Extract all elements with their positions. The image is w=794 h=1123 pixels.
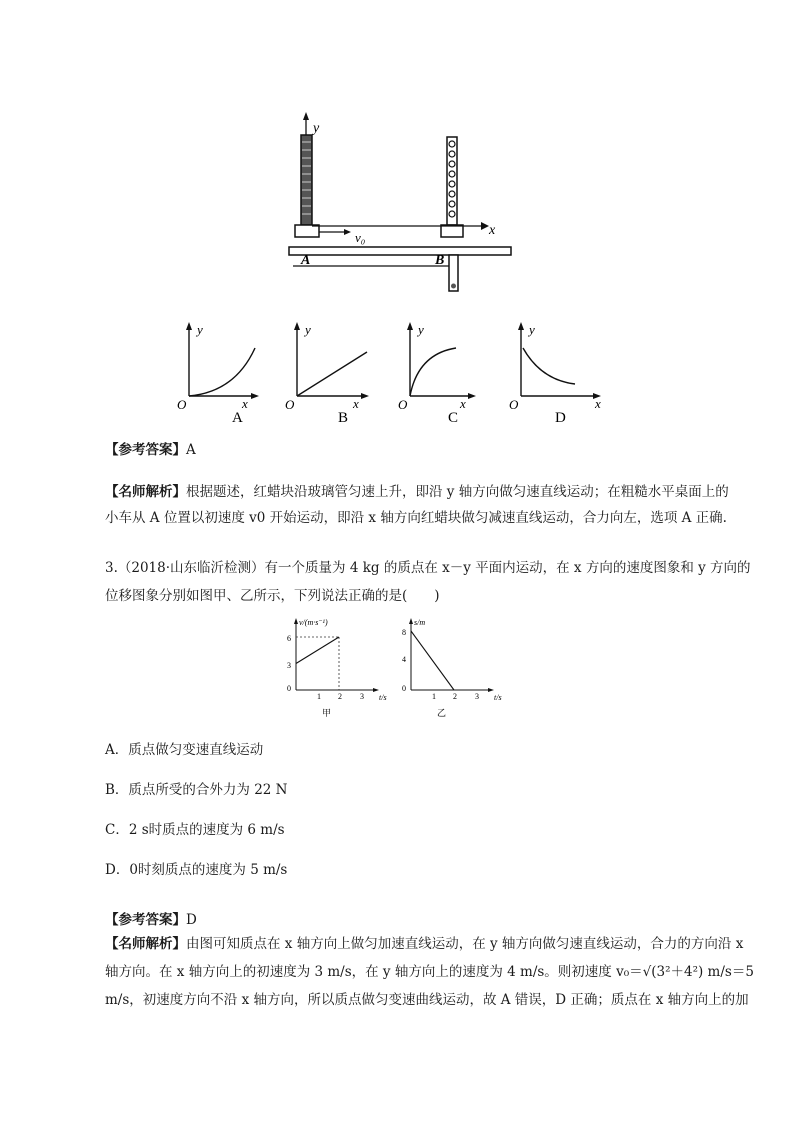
- q3-answer: [105, 910, 197, 930]
- v0-label: v₀: [355, 230, 366, 245]
- position-b-label: B: [435, 253, 445, 268]
- chart-yi-ytick-8: 8: [402, 628, 406, 637]
- chart-yi-xtick-2: 2: [453, 692, 457, 701]
- table-top: [289, 247, 511, 255]
- option-c-letter: C: [448, 410, 459, 426]
- q2-analysis-label: 【名师解析】: [105, 484, 186, 500]
- chart-jia-xtick-3: 3: [360, 692, 364, 701]
- v0-arrowhead: [344, 229, 351, 235]
- q2-answer: [105, 440, 196, 460]
- chart-jia: [282, 615, 397, 720]
- option-a-letter: A: [232, 410, 243, 426]
- q3-option-b: B．质点所受的合外力为 22 N: [105, 782, 288, 798]
- chart-yi-xlabel: t/s: [494, 693, 502, 702]
- option-graph-d: [507, 318, 607, 432]
- q2-analysis-text1: 根据题述，红蜡块沿玻璃管匀速上升，即沿 y 轴方向做匀速直线运动；在粗糙水平桌面上的: [186, 484, 729, 500]
- option-d-ylabel: y: [529, 322, 535, 337]
- chart-yi-xtick-1: 1: [432, 692, 436, 701]
- q3-answer-label: 【参考答案】: [105, 912, 186, 928]
- q3-analysis-text1: 由图可知质点在 x 轴方向上做匀加速直线运动，在 y 轴方向做匀速直线运动，合力的方向沿 x: [186, 936, 744, 952]
- option-c-ylabel: y: [418, 322, 424, 337]
- apparatus-figure: [285, 110, 515, 300]
- q3-option-a: A．质点做匀变速直线运动: [105, 742, 264, 758]
- chart-jia-ytick-3: 3: [287, 661, 291, 670]
- y-axis-label: y: [313, 121, 320, 136]
- q3-stem-line1: 3.（2018·山东临沂检测）有一个质量为 4 kg 的质点在 x－y 平面内运动，在 x 方向的速度图象和 y 方向的: [105, 560, 751, 576]
- option-c-origin: O: [398, 397, 408, 412]
- option-d-letter: D: [555, 410, 566, 426]
- curve-a: [189, 348, 255, 396]
- q3-option-c: C．2 s时质点的速度为 6 m/s: [105, 822, 285, 838]
- option-b-letter: B: [338, 410, 349, 426]
- option-a-ylabel: y: [197, 322, 203, 337]
- option-b-origin: O: [285, 397, 295, 412]
- chart-yi-xtick-3: 3: [475, 692, 479, 701]
- chart-jia-ylabel: v/(m·s⁻¹): [299, 618, 328, 627]
- q2-answer-value: A: [186, 442, 196, 458]
- q3-analysis-line3: m/s，初速度方向不沿 x 轴方向，所以质点做匀变速曲线运动，故 A 错误，D 正确；质点在 x 轴方向上的加: [105, 992, 749, 1008]
- q2-answer-label: 【参考答案】: [105, 442, 186, 458]
- cart-right: [441, 225, 463, 237]
- chart-yi-ytick-4: 4: [402, 655, 406, 664]
- y-axis-arrow: [303, 112, 309, 120]
- option-b-ylabel: y: [305, 322, 311, 337]
- chart-yi-ylabel: s/m: [414, 618, 426, 627]
- option-graph-b: [283, 318, 378, 432]
- option-d-xlabel: x: [595, 396, 601, 411]
- chart-yi: [397, 615, 512, 720]
- q3-analysis-label: 【名师解析】: [105, 936, 186, 952]
- chart-jia-xlabel: t/s: [379, 693, 387, 702]
- chart-yi-ytick-0: 0: [402, 684, 406, 693]
- option-graph-c: [396, 318, 491, 432]
- chart-jia-ytick-0: 0: [287, 684, 291, 693]
- q3-analysis-line2: 轴方向。在 x 轴方向上的初速度为 3 m/s，在 y 轴方向上的速度为 4 m/s。则初速度 v₀＝√(3²＋4²) m/s＝5: [105, 964, 754, 980]
- x-axis-arrow: [481, 222, 489, 230]
- option-b-xlabel: x: [353, 396, 359, 411]
- chart-jia-ytick-6: 6: [287, 634, 291, 643]
- option-a-origin: O: [177, 397, 187, 412]
- chart-jia-xtick-1: 1: [317, 692, 321, 701]
- q2-analysis-line1: [105, 482, 729, 502]
- curve-d: [523, 348, 575, 384]
- cart-left: [295, 225, 319, 237]
- left-glass-tube: [301, 135, 312, 225]
- chart-yi-caption: 乙: [437, 708, 447, 718]
- chart-yi-series-line: [411, 631, 454, 690]
- x-axis-label: x: [489, 223, 496, 238]
- q3-answer-value: D: [186, 912, 197, 928]
- q3-stem-line2: 位移图象分别如图甲、乙所示，下列说法正确的是( ): [105, 588, 440, 604]
- chart-jia-series-line: [296, 637, 339, 664]
- option-a-xlabel: x: [242, 396, 248, 411]
- option-d-origin: O: [509, 397, 519, 412]
- chart-jia-xtick-2: 2: [338, 692, 342, 701]
- line-b: [297, 352, 367, 396]
- option-graph-a: [175, 318, 270, 432]
- position-a-label: A: [301, 253, 311, 268]
- chart-jia-caption: 甲: [322, 708, 332, 718]
- option-c-xlabel: x: [460, 396, 466, 411]
- curve-c: [410, 348, 456, 396]
- q2-analysis-line2: 小车从 A 位置以初速度 v0 开始运动，即沿 x 轴方向红蜡块做匀减速直线运动，合力向左，选项 A 正确.: [105, 510, 727, 526]
- q3-analysis-line1: [105, 934, 743, 954]
- q3-option-d: D．0时刻质点的速度为 5 m/s: [105, 862, 288, 878]
- weight-dot: [451, 284, 456, 289]
